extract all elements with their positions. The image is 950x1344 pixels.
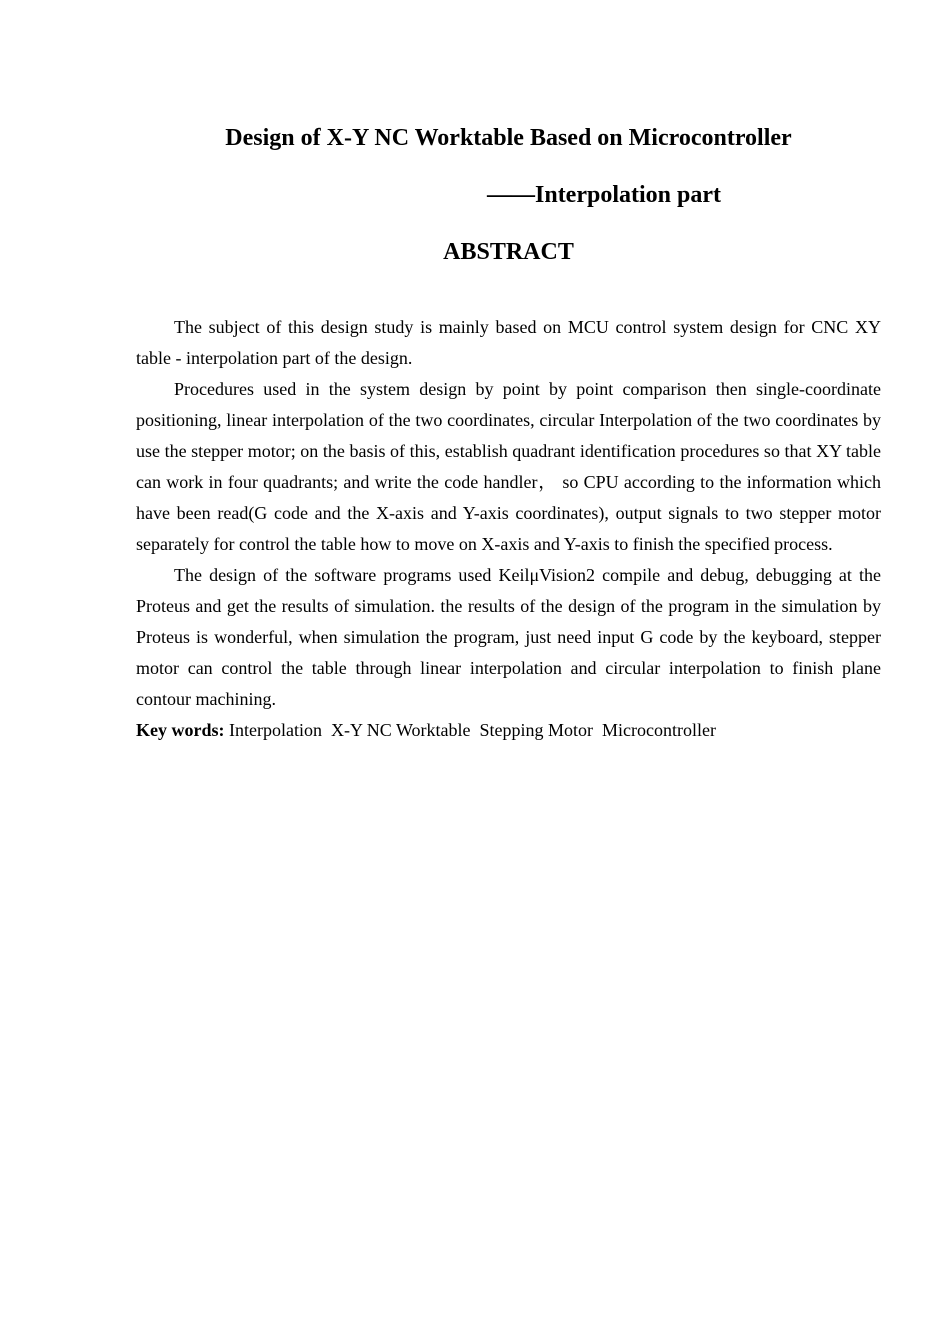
document-subtitle: ——Interpolation part	[487, 182, 721, 208]
document-title: Design of X-Y NC Worktable Based on Microcontroller	[225, 125, 792, 151]
abstract-paragraph-1: The subject of this design study is mainly based on MCU control system design for CNC XY table - interpolation part of the design.	[136, 317, 881, 368]
keywords-text: Interpolation X-Y NC Worktable Stepping Motor Microcontroller	[224, 720, 716, 740]
abstract-heading: ABSTRACT	[443, 239, 574, 265]
keywords-line	[136, 715, 881, 746]
abstract-body	[136, 312, 881, 746]
abstract-paragraph-3: The design of the software programs used KeilμVision2 compile and debug, debugging at the Proteus and get the results of simulation. the results of the design of the program in the simulation by Proteus is wonderful, when simulation the program, just need input G code by the keyboard, stepper motor can control the table through linear interpolation and circular interpolation to finish plane contour machining.	[136, 565, 881, 709]
abstract-paragraph-2: Procedures used in the system design by point by point comparison then single-coordinate positioning, linear interpolation of the two coordinates, circular Interpolation of the two coordinates by use the stepper motor; on the basis of this, establish quadrant identification procedures so that XY table can work in four quadrants; and write the code handler， so CPU according to the information which have been read(G code and the X-axis and Y-axis coordinates), output signals to two stepper motor separately for control the table how to move on X-axis and Y-axis to finish the specified process.	[136, 379, 881, 554]
keywords-label: Key words:	[136, 720, 225, 740]
